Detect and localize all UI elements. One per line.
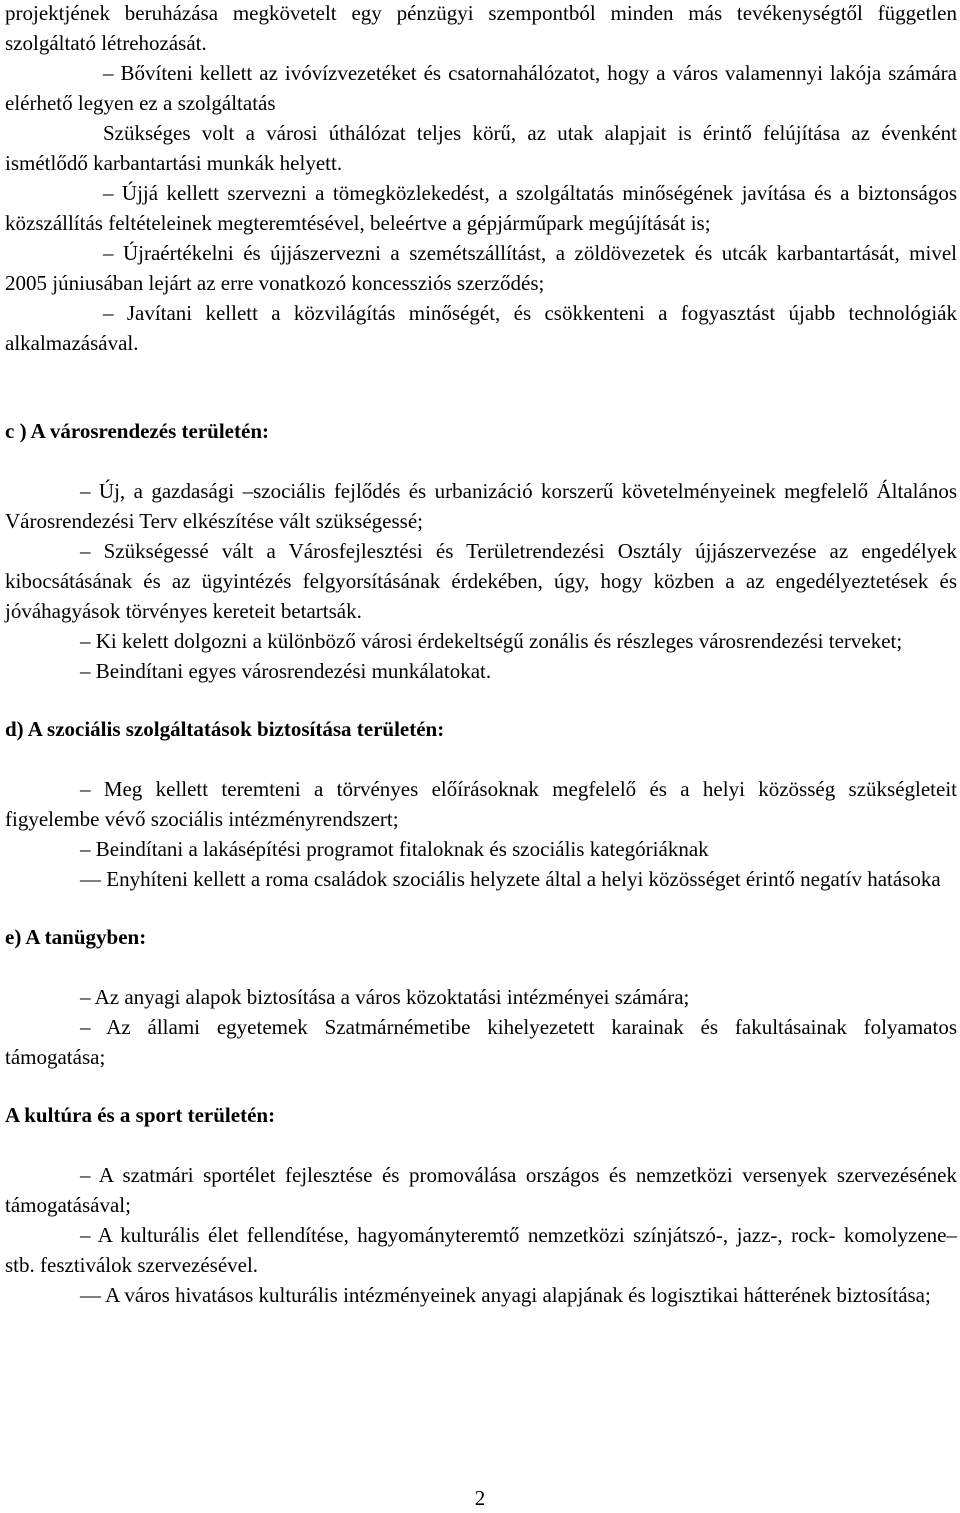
list-item: — A város hivatásos kulturális intézményeinek anyagi alapjának és logisztikai hátterének biztosítása; xyxy=(80,1283,931,1307)
list-item: – Az állami egyetemek Szatmárnémetibe kihelyezetett karainak és fakultásainak folyamatos támogatása; xyxy=(5,1015,957,1069)
document-page xyxy=(5,0,957,1310)
paragraph: – Javítani kellett a közvilágítás minőségét, és csökkenteni a fogyasztást újabb technológiák alkalmazásával. xyxy=(5,301,957,355)
list-item: – Beindítani a lakásépítési programot fitaloknak és szociális kategóriáknak xyxy=(80,837,709,861)
list-item: – Meg kellett teremteni a törvényes előírásoknak megfelelő és a helyi közösség szükségleteit figyelembe vévő szociális intézményrendszert; xyxy=(5,777,957,831)
paragraph: projektjének beruházása megkövetelt egy pénzügyi szempontból minden más tevékenységtől független szolgáltató létrehozását. xyxy=(5,1,957,55)
paragraph: – Újjá kellett szervezni a tömegközlekedést, a szolgáltatás minőségének javítása és a biztonságos közszállítás feltételeinek megteremtésével, beleértve a gépjárműpark megújítását is; xyxy=(5,181,957,235)
list-item: – Új, a gazdasági –szociális fejlődés és urbanizáció korszerű követelményeinek megfelelő Általános Városrendezési Terv elkészítése vált szükségessé; xyxy=(5,479,957,533)
section-heading-d: d) A szociális szolgáltatások biztosítása területén: xyxy=(5,717,445,741)
section-heading-e: e) A tanügyben: xyxy=(5,925,147,949)
page-number: 2 xyxy=(474,1486,486,1510)
list-item: – Az anyagi alapok biztosítása a város közoktatási intézményei számára; xyxy=(80,985,690,1009)
list-item: – Beindítani egyes városrendezési munkálatokat. xyxy=(80,659,492,683)
list-item: – Szükségessé vált a Városfejlesztési és Területrendezési Osztály újjászervezése az engedélyek kibocsátásának és az ügyintézés felgyorsításának érdekében, úgy, hogy közben a az engedélyeztetések és jóváhagyások törvényes kereteit betartsák. xyxy=(5,539,957,623)
section-heading-c: c ) A városrendezés területén: xyxy=(5,419,269,443)
list-item: — Enyhíteni kellett a roma családok szociális helyzete által a helyi közösséget érintő negatív hatásoka xyxy=(80,867,941,891)
list-item: – Ki kelett dolgozni a különböző városi érdekeltségű zonális és részleges városrendezési terveket; xyxy=(80,629,903,653)
list-item: – A kulturális élet fellendítése, hagyományteremtő nemzetközi színjátszó-, jazz-, rock- komolyzene– stb. fesztiválok szervezésével. xyxy=(5,1223,957,1277)
section-heading-culture-sport: A kultúra és a sport területén: xyxy=(5,1103,276,1127)
paragraph: – Újraértékelni és újjászervezni a szemétszállítást, a zöldövezetek és utcák karbantartását, mivel 2005 júniusában lejárt az erre vonatkozó koncessziós szerződés; xyxy=(5,241,957,295)
paragraph: Szükséges volt a városi úthálózat teljes körű, az utak alapjait is érintő felújítása az évenként ismétlődő karbantartási munkák helyett. xyxy=(5,121,957,175)
list-item: – A szatmári sportélet fejlesztése és promoválása országos és nemzetközi versenyek szervezésének támogatásával; xyxy=(5,1163,957,1217)
paragraph: – Bővíteni kellett az ivóvízvezetéket és csatornahálózatot, hogy a város valamennyi lakója számára elérhető legyen ez a szolgáltatás xyxy=(5,61,957,115)
